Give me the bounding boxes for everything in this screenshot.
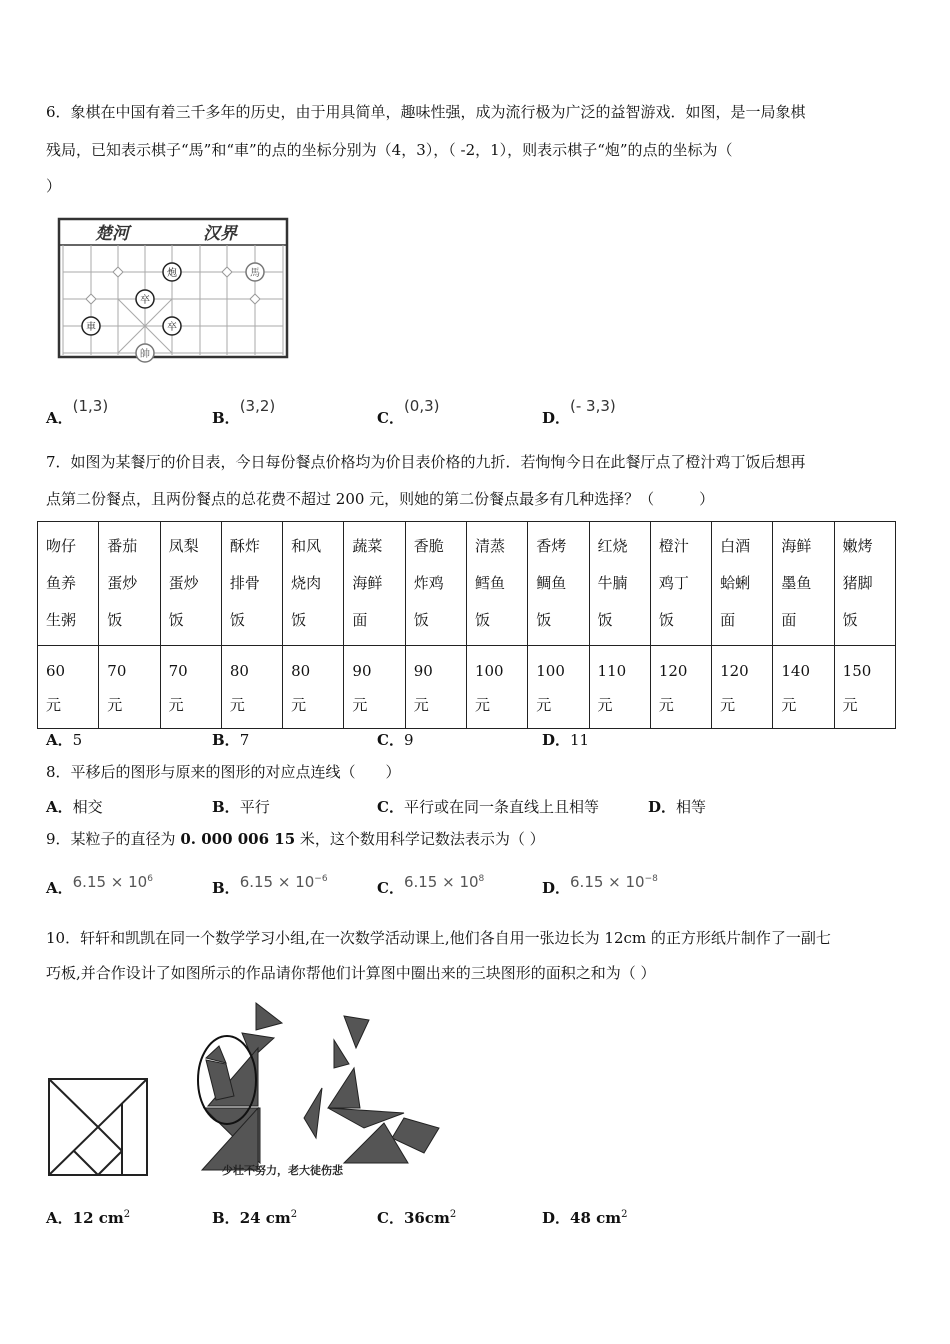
menu-price-cell: 120 元 (712, 646, 773, 729)
tangram-figure-person-1 (202, 1003, 282, 1170)
chu-he-label: 楚河 (95, 224, 129, 244)
menu-price-cell: 140 元 (773, 646, 834, 729)
menu-name-row (38, 522, 896, 646)
q6-text-line2: 残局，已知表示棋子“馬”和“車”的点的坐标分别为（4，3），（ -2，1），则表示棋子“炮”的点的坐标为（ (46, 141, 733, 159)
menu-price-cell: 70 元 (160, 646, 221, 729)
q6-option-c[interactable]: C．(0,3) (377, 397, 440, 427)
menu-price-cell: 60 元 (38, 646, 99, 729)
shuai-piece-label: 帥 (140, 349, 150, 360)
menu-name-cell: 和风 烧肉 饭 (283, 522, 344, 646)
q10-option-d[interactable]: D．48 $cm^2$ (542, 1209, 628, 1227)
q7-option-c[interactable]: C．9 (377, 731, 414, 749)
menu-name-cell: 嫩烤 猪脚 饭 (834, 522, 895, 646)
board-grid (63, 245, 283, 355)
q8-option-c[interactable]: C．平行或在同一条直线上且相等 (377, 798, 599, 816)
q8-option-d[interactable]: D．相等 (648, 798, 707, 816)
q6-option-d[interactable]: D．(- 3,3) (542, 397, 616, 427)
q7-text-line1: 7．如图为某餐厅的价目表，今日每份餐点价格均为价目表价格的九折．若恂恂今日在此餐厅点了橙汁鸡丁饭后想再 (46, 453, 806, 471)
price-table (37, 521, 896, 729)
q10-option-c[interactable]: C．$36cm^2$ (377, 1209, 457, 1227)
menu-name-cell: 酥炸 排骨 饭 (221, 522, 282, 646)
q6-text-line3: ） (46, 177, 62, 195)
q10-option-b[interactable]: B．24 $cm^2$ (212, 1209, 298, 1227)
q8-option-a[interactable]: A．相交 (46, 798, 103, 816)
menu-price-cell: 90 元 (344, 646, 405, 729)
q10-text-line1: 10．轩轩和凯凯在同一个数学学习小组,在一次数学活动课上,他们各自用一张边长为 12cm 的正方形纸片制作了一副七 (46, 929, 831, 947)
ma-piece-label: 馬 (250, 268, 260, 279)
q7-option-b[interactable]: B．7 (212, 731, 250, 749)
menu-name-cell: 白酒 蛤蜊 面 (712, 522, 773, 646)
menu-name-cell: 番茄 蛋炒 饭 (99, 522, 160, 646)
pao-piece-label: 炮 (167, 268, 177, 279)
menu-price-cell: 90 元 (405, 646, 466, 729)
menu-name-cell: 清蒸 鳕鱼 饭 (466, 522, 527, 646)
menu-name-cell: 红烧 牛腩 饭 (589, 522, 650, 646)
menu-name-cell: 香烤 鲷鱼 饭 (528, 522, 589, 646)
menu-name-cell: 凤梨 蛋炒 饭 (160, 522, 221, 646)
menu-name-cell: 蔬菜 海鲜 面 (344, 522, 405, 646)
tangram-figure (44, 998, 444, 1188)
menu-price-cell: 70 元 (99, 646, 160, 729)
q6-option-b[interactable]: B．(3,2) (212, 397, 276, 427)
menu-price-cell: 80 元 (283, 646, 344, 729)
tangram-figure-person-2 (304, 1016, 439, 1163)
menu-price-cell: 100 元 (466, 646, 527, 729)
tangram-caption: 少壮不努力，老大徒伤悲 (222, 1164, 343, 1177)
menu-name-cell: 吻仔 鱼养 生粥 (38, 522, 99, 646)
menu-price-cell: 100 元 (528, 646, 589, 729)
menu-price-row (38, 646, 896, 729)
menu-price-cell: 80 元 (221, 646, 282, 729)
chess-board-figure (55, 215, 295, 363)
zu-piece-2-label: 卒 (167, 322, 177, 333)
q9-option-b[interactable]: B．$6.15 \times 10^{-6}$ (212, 873, 328, 897)
q7-option-a[interactable]: A．5 (46, 731, 83, 749)
q6-option-a[interactable]: A．(1,3) (46, 397, 109, 427)
zu-piece-1-label: 卒 (140, 295, 150, 306)
menu-name-cell: 香脆 炸鸡 饭 (405, 522, 466, 646)
q8-text: 8．平移后的图形与原来的图形的对应点连线（ ） (46, 763, 401, 781)
q10-text-line2: 巧板,并合作设计了如图所示的作品请你帮他们计算图中圈出来的三块图形的面积之和为（ ） (46, 964, 656, 982)
q9-text: 9．某粒子的直径为 0. 000 006 15 米，这个数用科学记数法表示为（ ） (46, 830, 545, 848)
q10-option-a[interactable]: A．12 $cm^2$ (46, 1209, 131, 1227)
han-jie-label: 汉界 (203, 224, 237, 244)
menu-price-cell: 110 元 (589, 646, 650, 729)
q9-option-d[interactable]: D．$6.15 \times 10^{-8}$ (542, 873, 658, 897)
q6-text-line1: 6．象棋在中国有着三千多年的历史，由于用具简单，趣味性强，成为流行极为广泛的益智游戏．如图，是一局象棋 (46, 103, 806, 121)
menu-name-cell: 橙汁 鸡丁 饭 (650, 522, 711, 646)
q7-text-line2: 点第二份餐点，且两份餐点的总花费不超过 200 元，则她的第二份餐点最多有几种选择？（ ） (46, 490, 715, 508)
tangram-square (49, 1079, 147, 1175)
menu-price-cell: 120 元 (650, 646, 711, 729)
q9-option-c[interactable]: C．$6.15 \times 10^8$ (377, 873, 485, 897)
menu-price-cell: 150 元 (834, 646, 895, 729)
che-piece-label: 車 (86, 322, 96, 333)
q9-option-a[interactable]: A．$6.15 \times 10^6$ (46, 873, 153, 897)
q8-option-b[interactable]: B．平行 (212, 798, 270, 816)
menu-name-cell: 海鲜 墨鱼 面 (773, 522, 834, 646)
q7-option-d[interactable]: D．11 (542, 731, 590, 749)
